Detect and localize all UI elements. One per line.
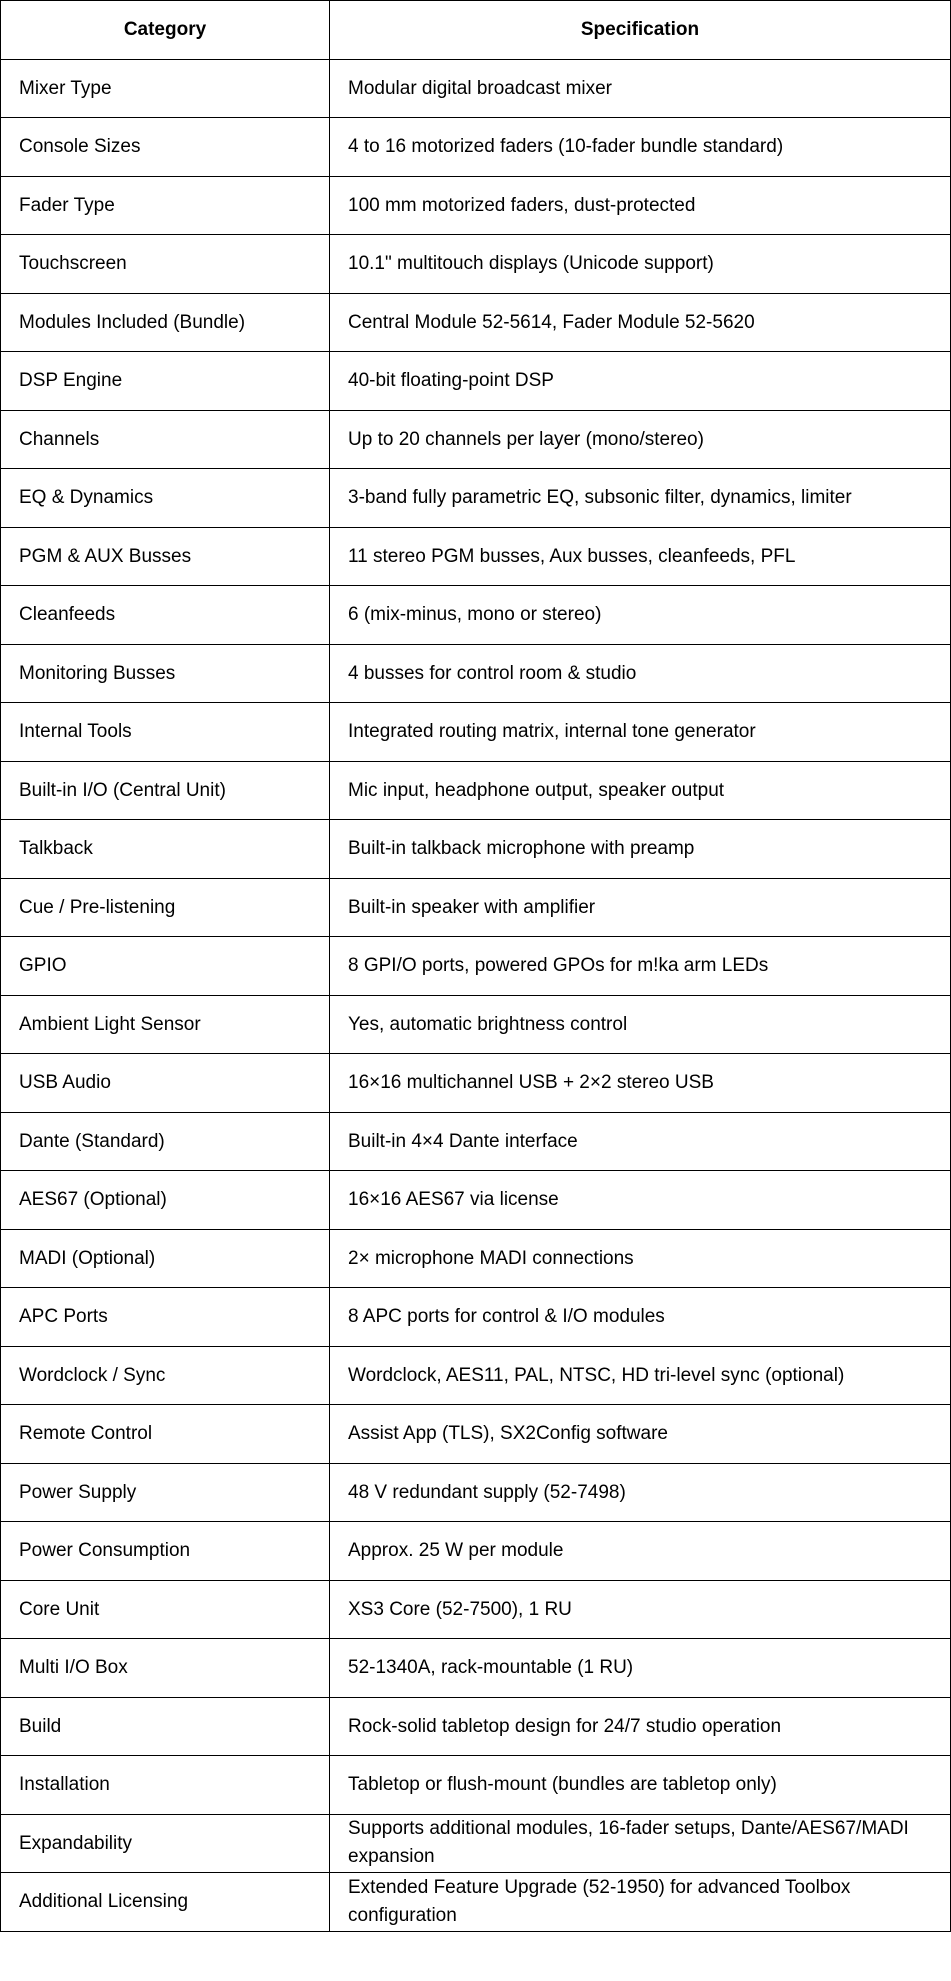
specification-cell: Modular digital broadcast mixer xyxy=(330,59,951,118)
category-cell: Dante (Standard) xyxy=(1,1112,330,1171)
specification-cell: 8 APC ports for control & I/O modules xyxy=(330,1288,951,1347)
category-cell: Power Supply xyxy=(1,1463,330,1522)
specification-cell: 8 GPI/O ports, powered GPOs for m!ka arm LEDs xyxy=(330,937,951,996)
table-row xyxy=(1,1346,951,1405)
specification-cell: Wordclock, AES11, PAL, NTSC, HD tri-level sync (optional) xyxy=(330,1346,951,1405)
category-cell: Mixer Type xyxy=(1,59,330,118)
category-cell: PGM & AUX Busses xyxy=(1,527,330,586)
table-row xyxy=(1,761,951,820)
specification-cell: 16×16 multichannel USB + 2×2 stereo USB xyxy=(330,1054,951,1113)
category-cell: Expandability xyxy=(1,1814,330,1873)
category-cell: USB Audio xyxy=(1,1054,330,1113)
specification-cell: Tabletop or flush-mount (bundles are tabletop only) xyxy=(330,1756,951,1815)
header-specification: Specification xyxy=(330,1,951,60)
table-row xyxy=(1,1171,951,1230)
table-row xyxy=(1,1229,951,1288)
category-cell: DSP Engine xyxy=(1,352,330,411)
table-row xyxy=(1,644,951,703)
category-cell: Wordclock / Sync xyxy=(1,1346,330,1405)
category-cell: EQ & Dynamics xyxy=(1,469,330,528)
category-cell: AES67 (Optional) xyxy=(1,1171,330,1230)
specification-cell: XS3 Core (52-7500), 1 RU xyxy=(330,1580,951,1639)
category-cell: APC Ports xyxy=(1,1288,330,1347)
specification-cell: 48 V redundant supply (52-7498) xyxy=(330,1463,951,1522)
table-row xyxy=(1,1639,951,1698)
table-row xyxy=(1,527,951,586)
category-cell: Modules Included (Bundle) xyxy=(1,293,330,352)
category-cell: Remote Control xyxy=(1,1405,330,1464)
specification-cell: 2× microphone MADI connections xyxy=(330,1229,951,1288)
category-cell: Fader Type xyxy=(1,176,330,235)
table-row xyxy=(1,352,951,411)
specification-cell: Extended Feature Upgrade (52-1950) for advanced Toolbox configuration xyxy=(330,1873,951,1932)
specification-cell: 52-1340A, rack-mountable (1 RU) xyxy=(330,1639,951,1698)
category-cell: Multi I/O Box xyxy=(1,1639,330,1698)
specification-cell: 100 mm motorized faders, dust-protected xyxy=(330,176,951,235)
table-row xyxy=(1,410,951,469)
specification-cell: Supports additional modules, 16-fader setups, Dante/AES67/MADI expansion xyxy=(330,1814,951,1873)
specification-cell: Up to 20 channels per layer (mono/stereo) xyxy=(330,410,951,469)
category-cell: Channels xyxy=(1,410,330,469)
specification-cell: Assist App (TLS), SX2Config software xyxy=(330,1405,951,1464)
table-row xyxy=(1,1522,951,1581)
table-row xyxy=(1,937,951,996)
specification-cell: Mic input, headphone output, speaker output xyxy=(330,761,951,820)
header-category: Category xyxy=(1,1,330,60)
category-cell: Ambient Light Sensor xyxy=(1,995,330,1054)
specification-cell: Rock-solid tabletop design for 24/7 studio operation xyxy=(330,1697,951,1756)
table-row xyxy=(1,293,951,352)
specification-cell: 3-band fully parametric EQ, subsonic filter, dynamics, limiter xyxy=(330,469,951,528)
table-row xyxy=(1,176,951,235)
specification-cell: 4 to 16 motorized faders (10-fader bundle standard) xyxy=(330,118,951,177)
specification-cell: Yes, automatic brightness control xyxy=(330,995,951,1054)
specification-cell: 16×16 AES67 via license xyxy=(330,1171,951,1230)
table-header xyxy=(1,1,951,60)
table-body xyxy=(1,59,951,1931)
category-cell: Console Sizes xyxy=(1,118,330,177)
category-cell: GPIO xyxy=(1,937,330,996)
table-row xyxy=(1,1697,951,1756)
specification-cell: Built-in talkback microphone with preamp xyxy=(330,820,951,879)
table-row xyxy=(1,1112,951,1171)
category-cell: Build xyxy=(1,1697,330,1756)
table-row xyxy=(1,118,951,177)
category-cell: Monitoring Busses xyxy=(1,644,330,703)
category-cell: Talkback xyxy=(1,820,330,879)
specification-cell: 6 (mix-minus, mono or stereo) xyxy=(330,586,951,645)
table-row xyxy=(1,586,951,645)
specification-cell: 40-bit floating-point DSP xyxy=(330,352,951,411)
table-row xyxy=(1,1756,951,1815)
specification-cell: 11 stereo PGM busses, Aux busses, cleanfeeds, PFL xyxy=(330,527,951,586)
specification-cell: Built-in speaker with amplifier xyxy=(330,878,951,937)
table-row xyxy=(1,59,951,118)
specification-cell: Approx. 25 W per module xyxy=(330,1522,951,1581)
table-row xyxy=(1,1288,951,1347)
specification-cell: 4 busses for control room & studio xyxy=(330,644,951,703)
specification-cell: Integrated routing matrix, internal tone generator xyxy=(330,703,951,762)
table-row xyxy=(1,469,951,528)
category-cell: Internal Tools xyxy=(1,703,330,762)
specification-cell: Built-in 4×4 Dante interface xyxy=(330,1112,951,1171)
category-cell: Built-in I/O (Central Unit) xyxy=(1,761,330,820)
specification-cell: Central Module 52-5614, Fader Module 52-5620 xyxy=(330,293,951,352)
category-cell: MADI (Optional) xyxy=(1,1229,330,1288)
category-cell: Installation xyxy=(1,1756,330,1815)
table-row xyxy=(1,1814,951,1873)
table-row xyxy=(1,878,951,937)
table-row xyxy=(1,1054,951,1113)
category-cell: Cleanfeeds xyxy=(1,586,330,645)
table-row xyxy=(1,1463,951,1522)
table-row xyxy=(1,1873,951,1932)
header-row xyxy=(1,1,951,60)
specification-cell: 10.1" multitouch displays (Unicode support) xyxy=(330,235,951,294)
table-row xyxy=(1,995,951,1054)
category-cell: Cue / Pre-listening xyxy=(1,878,330,937)
category-cell: Additional Licensing xyxy=(1,1873,330,1932)
table-row xyxy=(1,235,951,294)
table-row xyxy=(1,1405,951,1464)
table-row xyxy=(1,1580,951,1639)
table-row xyxy=(1,820,951,879)
category-cell: Power Consumption xyxy=(1,1522,330,1581)
category-cell: Touchscreen xyxy=(1,235,330,294)
table-row xyxy=(1,703,951,762)
category-cell: Core Unit xyxy=(1,1580,330,1639)
